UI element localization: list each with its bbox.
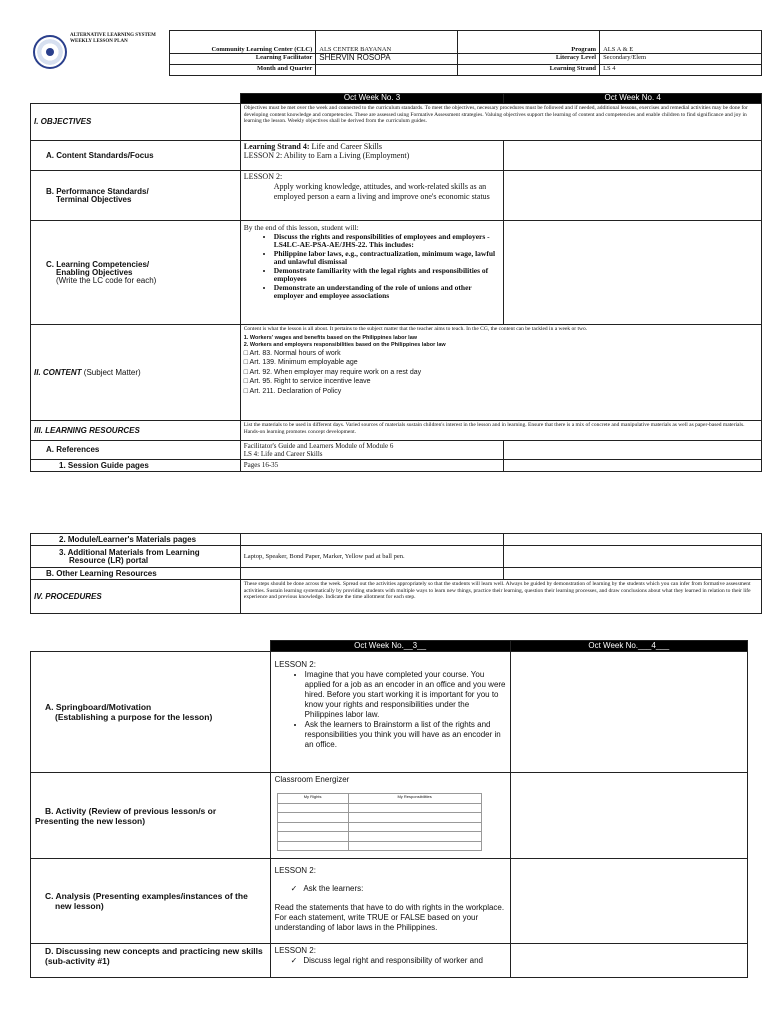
springboard-item: • Imagine that you have completed your course. You applied for a job as an encoder in an office and you were hired. Before you start working it is important for you to know your rights and responsibilities under the Philippines labor law. bbox=[305, 670, 506, 720]
week3-header: Oct Week No. 3 bbox=[240, 94, 504, 104]
session-guide-label: 1. Session Guide pages bbox=[31, 460, 241, 472]
content-section-label: II. CONTENT (Subject Matter) bbox=[31, 325, 241, 421]
program-label: Program bbox=[458, 31, 600, 54]
procedures-table bbox=[30, 640, 748, 978]
lc-item: • Demonstrate an understanding of the role of unions and other employer and employee associations bbox=[274, 284, 501, 301]
analysis-label: C. Analysis (Presenting examples/instances of the new lesson) bbox=[31, 859, 271, 944]
content-standards-cell: Learning Strand 4: Life and Career Skills LESSON 2: Ability to Earn a Living (Employment) bbox=[240, 141, 504, 171]
analysis-cell: LESSON 2: ✓ Ask the learners: Read the statements that have to do with rights in the workplace. For each statement, write TRUE or FALSE based on your understanding of labor laws in the Philippines. bbox=[270, 859, 510, 944]
objectives-note: Objectives must be met over the week and connected to the curriculum standards. To meet the objectives, necessary procedures must be followed and if needed, additional lessons, exercises and remedial activities may be done for developing content knowledge and competencies. These are assessed using Formative Assessment strategies. Valuing objectives support the learning of content and competencies and enable children to find significance and joy in learning the lesson. Weekly objectives shall be derived from the curriculum guides. bbox=[240, 104, 761, 141]
month-value bbox=[316, 65, 458, 76]
discussion-check-item: ✓ Discuss legal right and responsibility of worker and bbox=[305, 956, 506, 966]
strand-label: Learning Strand bbox=[458, 65, 600, 76]
article-item: □ Art. 211. Declaration of Policy bbox=[243, 387, 342, 395]
month-label: Month and Quarter bbox=[170, 65, 316, 76]
article-item: □ Art. 92. When employer may require work on a rest day bbox=[243, 368, 422, 376]
content-standards-label: A. Content Standards/Focus bbox=[31, 141, 241, 171]
strand-value: LS 4 bbox=[600, 65, 762, 76]
facilitator-value: SHERVIN ROSOPA bbox=[316, 53, 458, 65]
lc-item: • Philippine labor laws, e.g., contractualization, minimum wage, lawful and unlawful dismissal bbox=[274, 250, 501, 267]
learning-resources-note: List the materials to be used in different days. Varied sources of materials sustain children's interest in the lesson and in learning. Ensure that there is a mix of concrete and manipulative materials as well as paper-based materials. Hands-on learning promotes concept development. bbox=[240, 421, 761, 441]
springboard-item: • Ask the learners to Brainstorm a list of the rights and responsibilities you think you will have as an encoder in an office. bbox=[305, 720, 506, 750]
procedures-note: These steps should be done across the week. Spread out the activities appropriately so that the students will learn well. Always be guided by demonstration of learning by the students which you can infer from formative assessment activities. Sustain learning systematically by providing students with multiple ways to learn new things, practice their learning, question their learning processes, and draw conclusions about what they learned in relation to their life experience and previous knowledge. Indicate the time allotment for each step. bbox=[240, 580, 761, 614]
facilitator-label: Learning Facilitator bbox=[170, 53, 316, 65]
lc-item: • Demonstrate familiarity with the legal rights and responsibilities of employees bbox=[274, 267, 501, 284]
literacy-label: Literacy Level bbox=[458, 53, 600, 65]
discussion-cell: LESSON 2: ✓ Discuss legal right and responsibility of worker and bbox=[270, 944, 510, 978]
activity-cell: Classroom Energizer My Rights My Responsibilities bbox=[270, 773, 510, 859]
references-label: A. References bbox=[31, 441, 241, 460]
clc-value: ALS CENTER BAYANAN bbox=[316, 31, 458, 54]
performance-standards-cell: LESSON 2: Apply working knowledge, attitudes, and work-related skills as an employed person a earn a living and improve one's economic status bbox=[240, 171, 504, 221]
rights-column-header: My Rights bbox=[277, 794, 348, 804]
article-item: □ Art. 139. Minimum employable age bbox=[243, 359, 358, 366]
program-value: ALS A & E bbox=[600, 31, 762, 54]
learning-competencies-cell: By the end of this lesson, student will: • Discuss the rights and responsibilities of employees and employers - LS4LC-AE-PSA-AE/JHS-22. This includes: • Philippine labor laws, e.g., contractualization, minimum wage, lawful and unlawful dismissal • Demonstrate familiarity with the legal rights and responsibilities of employees • Demonstrate an understanding of the role of unions and other employer and employee associations bbox=[240, 221, 504, 325]
session-guide-value: Pages 16-35 bbox=[240, 460, 504, 472]
other-resources-label: B. Other Learning Resources bbox=[31, 568, 241, 580]
references-cell: Facilitator's Guide and Learners Module of Module 6 LS 4: Life and Career Skills bbox=[240, 441, 504, 460]
objectives-label: I. OBJECTIVES bbox=[31, 104, 241, 141]
procedures-label: IV. PROCEDURES bbox=[31, 580, 241, 614]
article-item: □ Art. 95. Right to service incentive leave bbox=[243, 378, 371, 385]
performance-standards-label: B. Performance Standards/ Terminal Objectives bbox=[31, 171, 241, 221]
learning-competencies-label: C. Learning Competencies/ Enabling Objectives (Write the LC code for each) bbox=[31, 221, 241, 325]
responsibilities-column-header: My Responsibilities bbox=[348, 794, 481, 804]
learning-resources-label: III. LEARNING RESOURCES bbox=[31, 421, 241, 441]
week4-header-2: Oct Week No.___4___ bbox=[510, 641, 747, 652]
activity-label: B. Activity (Review of previous lesson/s or Presenting the new lesson) bbox=[31, 773, 271, 859]
module-pages-label: 2. Module/Learner's Materials pages bbox=[31, 534, 241, 546]
lc-item: • Discuss the rights and responsibilities of employees and employers - LS4LC-AE-PSA-AE/JHS-22. This includes: bbox=[274, 233, 501, 250]
week4-header: Oct Week No. 4 bbox=[504, 94, 762, 104]
lesson-plan-table-1 bbox=[30, 93, 762, 472]
clc-label: Community Learning Center (CLC) bbox=[170, 31, 316, 54]
lesson-plan-table-2 bbox=[30, 533, 762, 614]
analysis-check-item: ✓ Ask the learners: bbox=[305, 884, 506, 894]
additional-materials-value: Laptop, Speaker, Bond Paper, Marker, Yellow pad at ball pen. bbox=[240, 546, 504, 568]
discussion-label: D. Discussing new concepts and practicing new skills (sub-activity #1) bbox=[31, 944, 271, 978]
springboard-label: A. Springboard/Motivation (Establishing a purpose for the lesson) bbox=[31, 652, 271, 773]
header-table bbox=[30, 30, 762, 76]
literacy-value: Secondary/Elem bbox=[600, 53, 762, 65]
rights-responsibilities-table bbox=[277, 793, 482, 851]
additional-materials-label: 3. Additional Materials from Learning Resource (LR) portal bbox=[31, 546, 241, 568]
school-title: ALTERNATIVE LEARNING SYSTEM WEEKLY LESSON PLAN bbox=[70, 33, 156, 44]
content-cell: Content is what the lesson is all about. It pertains to the subject matter that the teacher aims to teach. In the CG, the content can be tackled in a week or two. 1. Workers' wages and benefits based on the Philippines labor law 2. Workers and employers responsibilities based on the Philippines labor law □ Art. 83. Normal hours of work □ Art. 139. Minimum employable age □ Art. 92. When employer may require work on a rest day □ Art. 95. Right to service incentive leave □ Art. 211. Declaration of Policy bbox=[240, 325, 761, 421]
week3-header-2: Oct Week No.__3__ bbox=[270, 641, 510, 652]
article-item: □ Art. 83. Normal hours of work bbox=[243, 349, 341, 357]
springboard-cell: LESSON 2: • Imagine that you have completed your course. You applied for a job as an encoder in an office and you were hired. Before you start working it is important for you to know your rights and responsibilities under the Philippines labor law. • Ask the learners to Brainstorm a list of the rights and responsibilities you think you will have as an encoder in an office. bbox=[270, 652, 510, 773]
